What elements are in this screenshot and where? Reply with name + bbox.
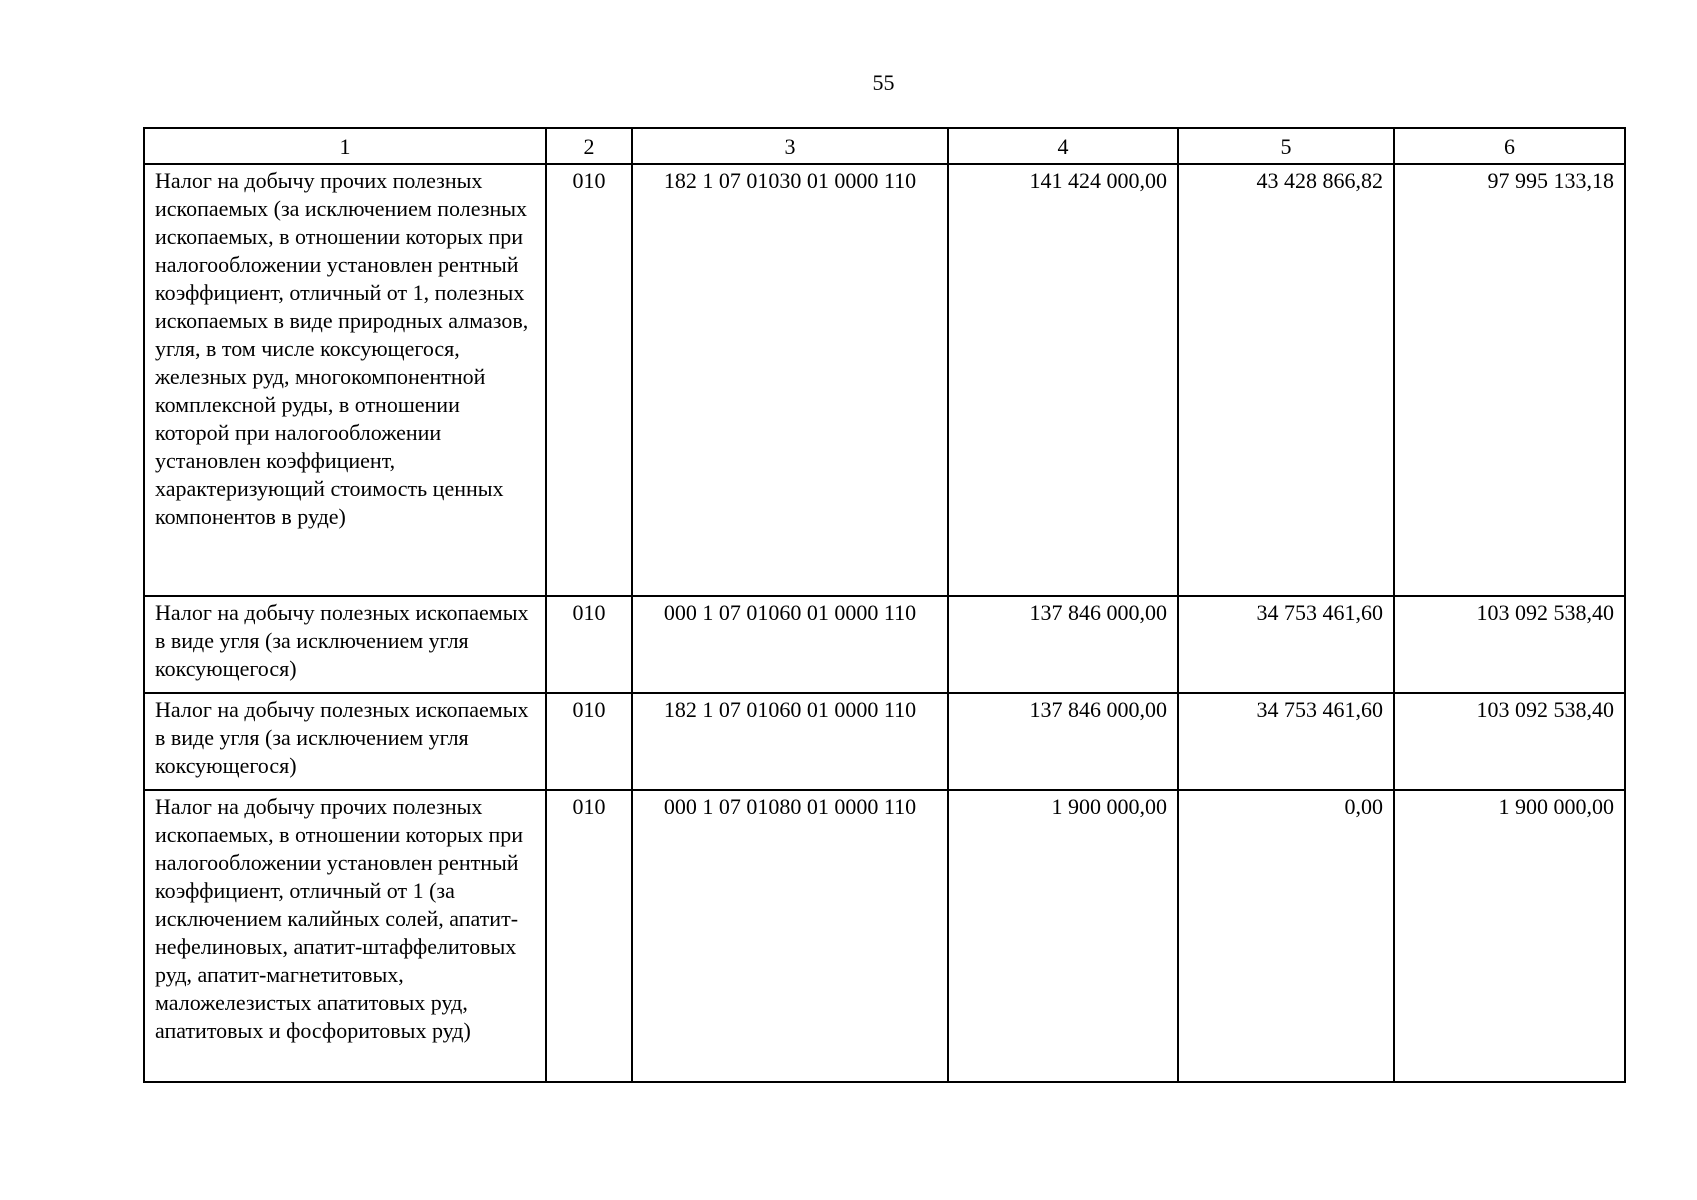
kbk-code-cell: 182 1 07 01060 01 0000 110 [632,693,948,790]
amount-col4-cell: 137 846 000,00 [948,693,1178,790]
amount-col5-cell: 0,00 [1178,790,1394,1082]
amount-col4-cell: 141 424 000,00 [948,164,1178,596]
table-row [144,596,1625,693]
income-name-cell: Налог на добычу прочих полезных ископаемых (за исключением полезных ископаемых, в отношении которых при налогообложении установлен рентный коэффициент, отличный от 1, полезных ископаемых в виде природных алмазов, угля, в том числе коксующегося, железных руд, многокомпонентной комплексной руды, в отношении которой при налогообложении установлен коэффициент, характеризующий стоимость ценных компонентов в руде) [144,164,546,596]
table-header-row [144,128,1625,164]
amount-col4-cell: 137 846 000,00 [948,596,1178,693]
column-header: 4 [948,128,1178,164]
line-code-cell: 010 [546,596,632,693]
kbk-code-cell: 000 1 07 01080 01 0000 110 [632,790,948,1082]
income-name-cell: Налог на добычу полезных ископаемых в виде угля (за исключением угля коксующегося) [144,693,546,790]
table-row [144,164,1625,596]
column-header: 6 [1394,128,1625,164]
line-code-cell: 010 [546,164,632,596]
amount-col5-cell: 34 753 461,60 [1178,596,1394,693]
column-header: 2 [546,128,632,164]
table-row [144,790,1625,1082]
amount-col5-cell: 43 428 866,82 [1178,164,1394,596]
revenue-table [143,127,1626,1083]
kbk-code-cell: 182 1 07 01030 01 0000 110 [632,164,948,596]
column-header: 5 [1178,128,1394,164]
page-number: 55 [872,70,895,95]
income-name-cell: Налог на добычу прочих полезных ископаемых, в отношении которых при налогообложении установлен рентный коэффициент, отличный от 1 (за исключением калийных солей, апатит-нефелиновых, апатит-штаффелитовых руд, апатит-магнетитовых, маложелезистых апатитовых руд, апатитовых и фосфоритовых руд) [144,790,546,1082]
amount-col6-cell: 103 092 538,40 [1394,693,1625,790]
amount-col6-cell: 1 900 000,00 [1394,790,1625,1082]
amount-col5-cell: 34 753 461,60 [1178,693,1394,790]
income-name-cell: Налог на добычу полезных ископаемых в виде угля (за исключением угля коксующегося) [144,596,546,693]
amount-col6-cell: 103 092 538,40 [1394,596,1625,693]
column-header: 1 [144,128,546,164]
amount-col6-cell: 97 995 133,18 [1394,164,1625,596]
line-code-cell: 010 [546,790,632,1082]
kbk-code-cell: 000 1 07 01060 01 0000 110 [632,596,948,693]
column-header: 3 [632,128,948,164]
table-row [144,693,1625,790]
amount-col4-cell: 1 900 000,00 [948,790,1178,1082]
line-code-cell: 010 [546,693,632,790]
